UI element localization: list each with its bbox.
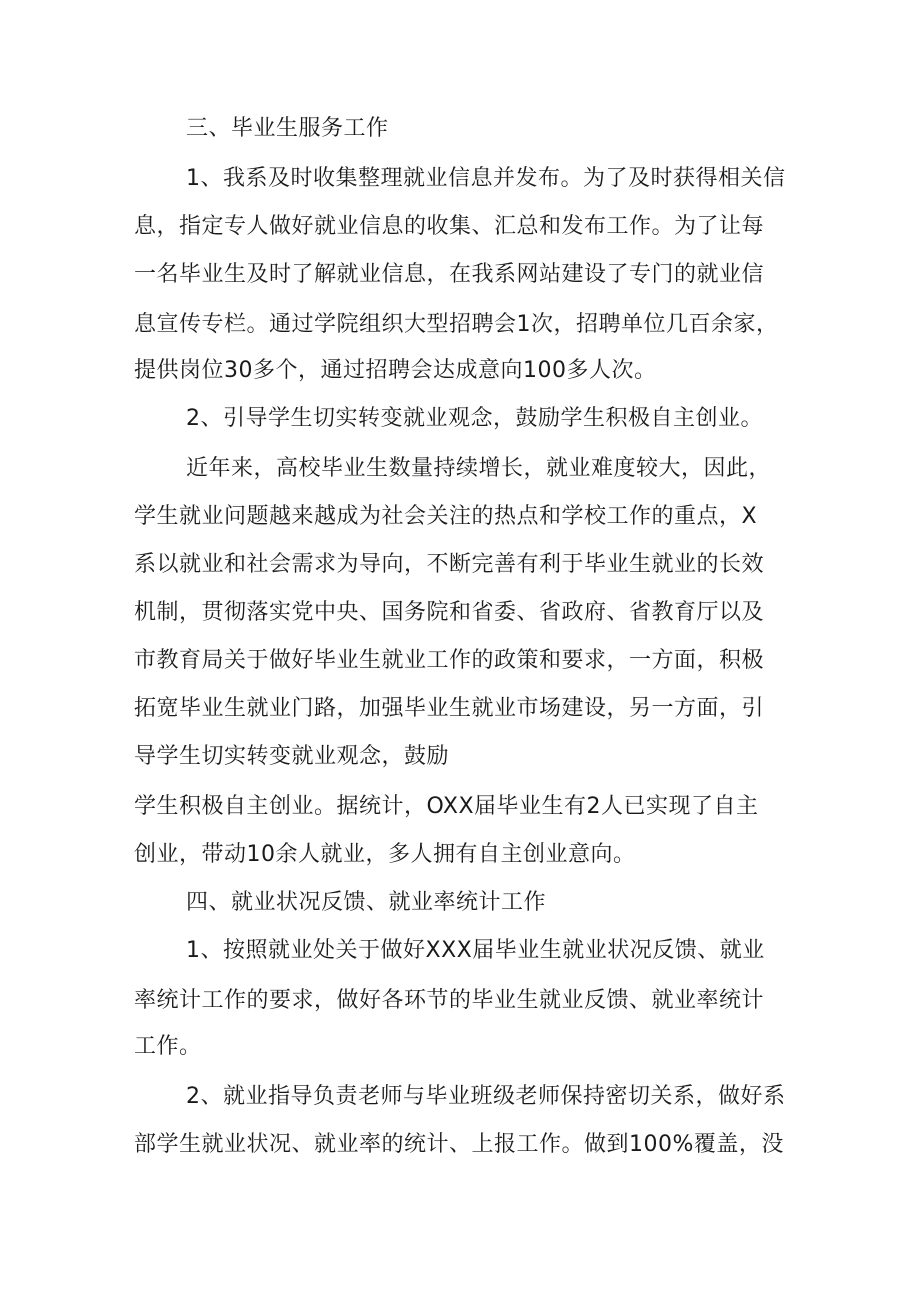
paragraph-line: 创业，带动10余人就业，多人拥有自主创业意向。 (134, 842, 636, 867)
paragraph-line: 工作。 (134, 1034, 202, 1059)
paragraph-line: 率统计工作的要求，做好各环节的毕业生就业反馈、就业率统计 (134, 988, 765, 1013)
paragraph-line: 提供岗位30多个，通过招聘会达成意向100多人次。 (134, 358, 657, 383)
heading-section-4: 四、就业状况反馈、就业率统计工作 (186, 890, 547, 915)
paragraph-line: 2、引导学生切实转变就业观念，鼓励学生积极自主创业。 (186, 406, 763, 431)
paragraph-line: 系以就业和社会需求为导向，不断完善有利于毕业生就业的长效 (134, 552, 765, 577)
paragraph-line: 学生就业问题越来越成为社会关注的热点和学校工作的重点，X (134, 504, 758, 529)
paragraph-line: 市教育局关于做好毕业生就业工作的政策和要求，一方面，积极 (134, 648, 765, 673)
paragraph-line: 息，指定专人做好就业信息的收集、汇总和发布工作。为了让每 (134, 214, 765, 239)
paragraph-line: 1、我系及时收集整理就业信息并发布。为了及时获得相关信 (186, 166, 786, 191)
heading-section-3: 三、毕业生服务工作 (186, 116, 389, 141)
paragraph-line: 拓宽毕业生就业门路，加强毕业生就业市场建设，另一方面，引 (134, 696, 765, 721)
paragraph-line: 导学生切实转变就业观念，鼓励 (134, 744, 450, 769)
paragraph-line: 学生积极自主创业。据统计，OXX届毕业生有2人已实现了自主 (134, 794, 759, 819)
paragraph-line: 机制，贯彻落实党中央、国务院和省委、省政府、省教育厅以及 (134, 600, 765, 625)
paragraph-line: 1、按照就业处关于做好XXX届毕业生就业状况反馈、就业 (186, 938, 765, 963)
paragraph-line: 部学生就业状况、就业率的统计、上报工作。做到100%覆盖，没 (134, 1132, 784, 1157)
paragraph-line: 一名毕业生及时了解就业信息，在我系网站建设了专门的就业信 (134, 262, 765, 287)
paragraph-line: 息宣传专栏。通过学院组织大型招聘会1次，招聘单位几百余家， (134, 312, 779, 337)
paragraph-line: 近年来，高校毕业生数量持续增长，就业难度较大，因此， (186, 456, 772, 481)
paragraph-line: 2、就业指导负责老师与毕业班级老师保持密切关系，做好系 (186, 1084, 786, 1109)
